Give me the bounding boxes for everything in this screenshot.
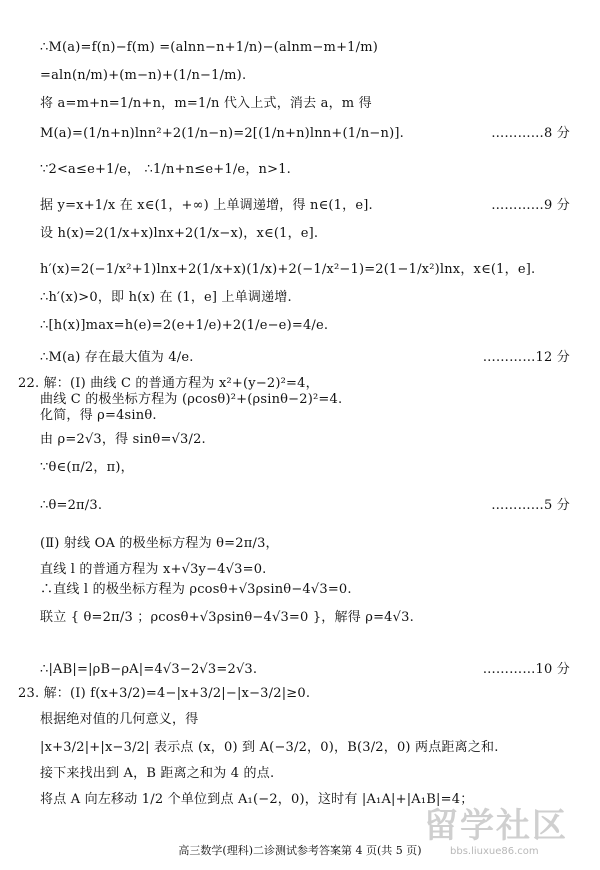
solution-line-text: ∵θ∈(π/2，π)，: [40, 460, 134, 475]
solution-line-text: 设 h(x)=2(1/x+x)lnx+2(1/x−x)，x∈(1，e].: [40, 226, 319, 241]
watermark-url: bbs.liuxue86.com: [450, 846, 539, 857]
site-watermark: [424, 806, 574, 862]
solution-line-text: ∵2<a≤e+1/e， ∴1/n+n≤e+1/e，n>1.: [40, 162, 291, 177]
solution-line-text: ∴θ=2π/3.: [40, 498, 103, 513]
score-marker: …………9 分: [491, 198, 570, 213]
score-marker: …………12 分: [482, 350, 570, 365]
solution-line-text: 23. 解：(Ⅰ) f(x+3/2)=4−|x+3/2|−|x−3/2|≥0.: [18, 686, 311, 701]
solution-line-text: 联立 { θ=2π/3 ；ρcosθ+√3ρsinθ−4√3=0 }，解得 ρ=4√3.: [40, 610, 414, 625]
score-marker: …………10 分: [482, 662, 570, 677]
solution-line-text: (Ⅱ) 射线 OA 的极坐标方程为 θ=2π/3，: [40, 536, 279, 551]
solution-line-text: ∴[h(x)]max=h(e)=2(e+1/e)+2(1/e−e)=4/e.: [40, 318, 329, 333]
solution-line-text: 直线 l 的普通方程为 x+√3y−4√3=0.: [40, 562, 267, 577]
solution-line-text: 将点 A 向左移动 1/2 个单位到点 A₁(−2，0)，这时有 |A₁A|+|A₁B|=4；: [40, 792, 474, 807]
score-marker: …………8 分: [491, 126, 570, 141]
solution-line-text: =aln(n/m)+(m−n)+(1/n−1/m).: [40, 68, 247, 83]
solution-line-text: 接下来找出到 A，B 距离之和为 4 的点.: [40, 766, 275, 781]
solution-line-text: ∴M(a)=f(n)−f(m) =(alnn−n+1/n)−(alnm−m+1/m): [40, 40, 379, 55]
page-footer: 高三数学(理科)二诊测试参考答案第 4 页(共 5 页): [178, 844, 422, 857]
solution-line-text: ∴M(a) 存在最大值为 4/e.: [40, 350, 194, 365]
solution-line-text: 曲线 C 的极坐标方程为 (ρcosθ)²+(ρsinθ−2)²=4.: [40, 392, 343, 407]
watermark-logo-text: 留学社区: [424, 806, 568, 846]
score-marker: …………5 分: [491, 498, 570, 513]
solution-line-text: 根据绝对值的几何意义，得: [40, 712, 199, 727]
solution-line-text: ∴|AB|=|ρB−ρA|=4√3−2√3=2√3.: [40, 662, 258, 677]
solution-line-text: 由 ρ=2√3，得 sinθ=√3/2.: [40, 432, 206, 447]
solution-line-text: h′(x)=2(−1/x²+1)lnx+2(1/x+x)(1/x)+2(−1/x²−1)=2(1−1/x²)lnx，x∈(1，e].: [40, 262, 536, 277]
solution-line-text: 22. 解：(Ⅰ) 曲线 C 的普通方程为 x²+(y−2)²=4，: [18, 376, 319, 391]
solution-line-text: M(a)=(1/n+n)lnn²+2(1/n−n)=2[(1/n+n)lnn+(1/n−n)].: [40, 126, 404, 141]
solution-line-text: ∴直线 l 的极坐标方程为 ρcosθ+√3ρsinθ−4√3=0.: [40, 582, 352, 597]
solution-line-text: ∴h′(x)>0，即 h(x) 在 (1，e] 上单调递增.: [40, 290, 292, 305]
solution-line-text: 化简，得 ρ=4sinθ.: [40, 408, 157, 423]
solution-line-text: 据 y=x+1/x 在 x∈(1，+∞) 上单调递增，得 n∈(1，e].: [40, 198, 373, 213]
solution-line-text: 将 a=m+n=1/n+n，m=1/n 代入上式，消去 a，m 得: [40, 96, 372, 111]
solution-line-text: |x+3/2|+|x−3/2| 表示点 (x，0) 到 A(−3/2，0)，B(3/2，0) 两点距离之和.: [40, 740, 499, 755]
